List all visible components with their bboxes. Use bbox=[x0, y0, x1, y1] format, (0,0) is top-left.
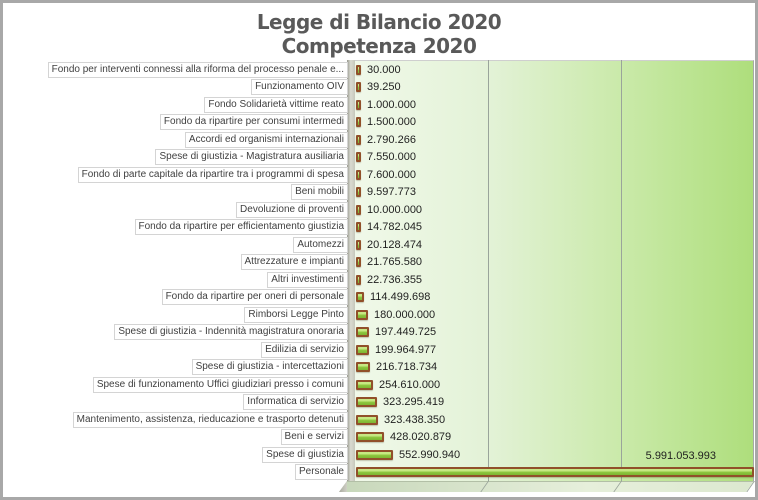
bar-row bbox=[3, 201, 755, 219]
value-label: 114.499.698 bbox=[370, 291, 431, 304]
bar-row bbox=[3, 271, 755, 289]
bar-row bbox=[3, 394, 755, 412]
bar-row bbox=[3, 324, 755, 342]
bar bbox=[356, 450, 393, 460]
bar bbox=[356, 310, 368, 320]
left-wall-foot-3d bbox=[339, 481, 347, 492]
category-label: Fondo da ripartire per consumi intermedi bbox=[160, 114, 348, 130]
category-label: Fondo di parte capitale da ripartire tra i programmi di spesa bbox=[78, 167, 348, 183]
value-label: 5.991.053.993 bbox=[645, 449, 716, 462]
bar bbox=[356, 327, 369, 337]
category-label: Spese di funzionamento Uffici giudiziari presso i comuni bbox=[93, 377, 348, 393]
bar-zone bbox=[348, 309, 755, 321]
bar bbox=[356, 380, 373, 390]
bar-zone bbox=[348, 396, 755, 408]
bar-zone bbox=[348, 326, 755, 338]
bar bbox=[356, 170, 361, 180]
category-zone bbox=[3, 447, 348, 463]
bar bbox=[356, 275, 361, 285]
bar-zone bbox=[348, 221, 755, 233]
bar-row bbox=[3, 96, 755, 114]
value-label: 1.000.000 bbox=[367, 98, 416, 111]
bar bbox=[356, 240, 361, 250]
value-label: 10.000.000 bbox=[367, 203, 423, 216]
bar bbox=[356, 467, 754, 477]
bar-zone bbox=[348, 274, 755, 286]
category-label: Fondo Solidarietà vittime reato bbox=[204, 97, 348, 113]
bar-zone bbox=[348, 151, 755, 163]
category-label: Fondo da ripartire per oneri di personale bbox=[162, 289, 348, 305]
category-zone bbox=[3, 394, 348, 410]
category-zone bbox=[3, 412, 348, 428]
bar-row bbox=[3, 114, 755, 132]
bar-row bbox=[3, 341, 755, 359]
bar-row bbox=[3, 166, 755, 184]
floor-3d bbox=[339, 481, 754, 492]
bar bbox=[356, 82, 361, 92]
value-label: 216.718.734 bbox=[376, 361, 438, 374]
category-zone bbox=[3, 79, 348, 95]
category-zone bbox=[3, 377, 348, 393]
bar-zone bbox=[348, 379, 755, 391]
bar-zone bbox=[348, 134, 755, 146]
bar-row bbox=[3, 61, 755, 79]
bar-zone bbox=[348, 344, 755, 356]
bar-zone bbox=[348, 414, 755, 426]
category-zone bbox=[3, 342, 348, 358]
value-label: 323.438.350 bbox=[384, 413, 446, 426]
value-label: 197.449.725 bbox=[375, 326, 437, 339]
value-label: 39.250 bbox=[367, 81, 401, 94]
category-zone bbox=[3, 97, 348, 113]
category-zone bbox=[3, 62, 348, 78]
bar-row bbox=[3, 254, 755, 272]
category-label: Spese di giustizia - Indennità magistratura onoraria bbox=[114, 324, 348, 340]
bar-zone bbox=[348, 64, 755, 76]
value-label: 30.000 bbox=[367, 63, 401, 76]
value-label: 14.782.045 bbox=[367, 221, 423, 234]
bar bbox=[356, 292, 364, 302]
category-label: Devoluzione di proventi bbox=[236, 202, 348, 218]
bar-zone bbox=[348, 99, 755, 111]
bar-zone bbox=[348, 256, 755, 268]
bar-zone bbox=[348, 81, 755, 93]
category-label: Spese di giustizia bbox=[262, 447, 348, 463]
category-label: Fondo da ripartire per efficientamento giustizia bbox=[135, 219, 348, 235]
category-zone bbox=[3, 149, 348, 165]
bar bbox=[356, 117, 361, 127]
bar bbox=[356, 65, 361, 75]
bar-row bbox=[3, 79, 755, 97]
category-label: Funzionamento OIV bbox=[251, 79, 348, 95]
bar bbox=[356, 222, 361, 232]
bar bbox=[356, 432, 384, 442]
category-label: Attrezzature e impianti bbox=[241, 254, 349, 270]
category-zone bbox=[3, 324, 348, 340]
category-label: Beni e servizi bbox=[281, 429, 348, 445]
bar bbox=[356, 362, 370, 372]
category-zone bbox=[3, 307, 348, 323]
value-label: 552.990.940 bbox=[399, 448, 461, 461]
category-label: Spese di giustizia - intercettazioni bbox=[192, 359, 348, 375]
chart-subtitle: Competenza 2020 bbox=[281, 34, 477, 58]
bar-chart bbox=[3, 60, 755, 494]
bar-zone bbox=[348, 431, 755, 443]
bar-zone bbox=[348, 361, 755, 373]
category-zone bbox=[3, 464, 348, 480]
chart-title-block bbox=[3, 10, 755, 58]
value-label: 7.600.000 bbox=[367, 168, 416, 181]
bar-row bbox=[3, 376, 755, 394]
category-label: Rimborsi Legge Pinto bbox=[244, 307, 348, 323]
category-label: Mantenimento, assistenza, rieducazione e trasporto detenuti bbox=[73, 412, 348, 428]
value-label: 199.964.977 bbox=[375, 343, 437, 356]
category-zone bbox=[3, 429, 348, 445]
category-label: Automezzi bbox=[293, 237, 348, 253]
bar-row bbox=[3, 184, 755, 202]
category-zone bbox=[3, 132, 348, 148]
value-label: 20.128.474 bbox=[367, 238, 423, 251]
bar-row bbox=[3, 219, 755, 237]
value-label: 254.610.000 bbox=[379, 378, 441, 391]
category-zone bbox=[3, 202, 348, 218]
chart-title: Legge di Bilancio 2020 bbox=[256, 10, 502, 34]
value-label: 428.020.879 bbox=[390, 431, 452, 444]
category-label: Personale bbox=[295, 464, 348, 480]
bar-row bbox=[3, 306, 755, 324]
bar-zone bbox=[348, 239, 755, 251]
category-zone bbox=[3, 289, 348, 305]
value-label: 180.000.000 bbox=[374, 308, 436, 321]
category-zone bbox=[3, 237, 348, 253]
bar-zone bbox=[348, 291, 755, 303]
value-label: 21.765.580 bbox=[367, 256, 423, 269]
bar-row bbox=[3, 131, 755, 149]
bar-zone bbox=[348, 204, 755, 216]
bar bbox=[356, 397, 377, 407]
category-label: Spese di giustizia - Magistratura ausiliaria bbox=[155, 149, 348, 165]
value-label: 9.597.773 bbox=[367, 186, 416, 199]
bar bbox=[356, 100, 361, 110]
bar-zone bbox=[348, 186, 755, 198]
bar bbox=[356, 135, 361, 145]
bar-row bbox=[3, 429, 755, 447]
category-label: Fondo per interventi connessi alla riforma del processo penale e... bbox=[48, 62, 348, 78]
value-label: 1.500.000 bbox=[367, 116, 416, 129]
category-zone bbox=[3, 359, 348, 375]
bar-row bbox=[3, 359, 755, 377]
bar-row bbox=[3, 289, 755, 307]
bar-row bbox=[3, 446, 755, 464]
bar bbox=[356, 415, 378, 425]
category-zone bbox=[3, 167, 348, 183]
bar-rows bbox=[3, 61, 755, 481]
category-zone bbox=[3, 184, 348, 200]
value-label: 2.790.266 bbox=[367, 133, 416, 146]
value-label: 7.550.000 bbox=[367, 151, 416, 164]
category-zone bbox=[3, 254, 348, 270]
bar-zone bbox=[348, 116, 755, 128]
category-label: Informatica di servizio bbox=[243, 394, 348, 410]
category-label: Altri investimenti bbox=[267, 272, 348, 288]
bar-row bbox=[3, 411, 755, 429]
bar bbox=[356, 345, 369, 355]
bar-row bbox=[3, 149, 755, 167]
category-zone bbox=[3, 219, 348, 235]
bar-zone bbox=[348, 169, 755, 181]
bar bbox=[356, 205, 361, 215]
bar-row bbox=[3, 236, 755, 254]
category-label: Beni mobili bbox=[291, 184, 348, 200]
category-label: Edilizia di servizio bbox=[261, 342, 348, 358]
bar bbox=[356, 152, 361, 162]
category-label: Accordi ed organismi internazionali bbox=[185, 132, 348, 148]
category-zone bbox=[3, 114, 348, 130]
value-label: 22.736.355 bbox=[367, 273, 423, 286]
bar bbox=[356, 187, 361, 197]
bar bbox=[356, 257, 361, 267]
value-label: 323.295.419 bbox=[383, 396, 445, 409]
category-zone bbox=[3, 272, 348, 288]
